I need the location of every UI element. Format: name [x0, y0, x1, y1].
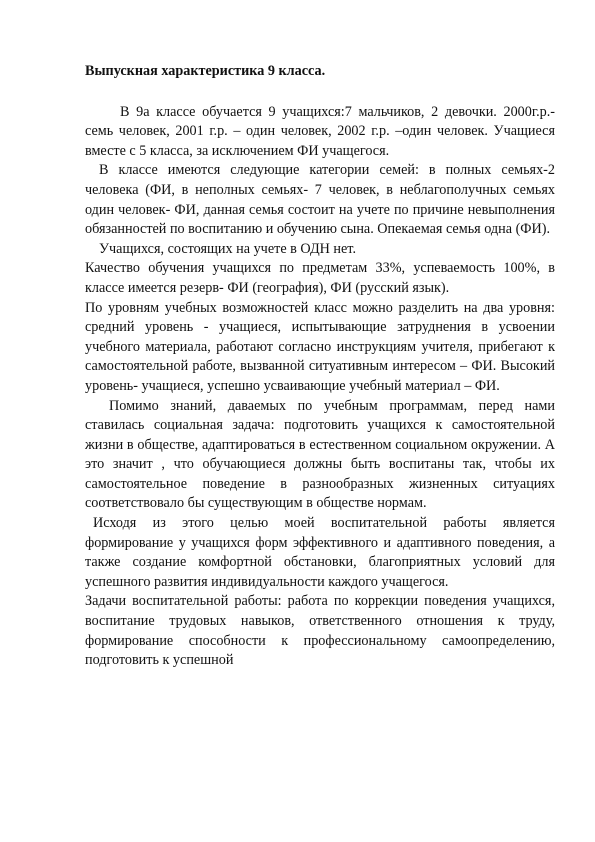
- paragraph-odn-registration: Учащихся, состоящих на учете в ОДН нет.: [99, 240, 356, 257]
- paragraph-educational-tasks: Задачи воспитательной работы: работа по коррекции поведения учащихся, воспитание трудовых навыков, ответственного отношения к труду, формирование способности к профессиональному самоопределению, подготовить к успешной: [85, 593, 555, 669]
- document-title: Выпускная характеристика 9 класса.: [85, 63, 326, 79]
- paragraph-family-categories: В классе имеются следующие категории семей: в полных семьях-2 человека (ФИ, в неполных семьях- 7 человек, в неблагополучных семьях один человек- ФИ, данная семья состоит на учете по причине невыполнения обязанностей по воспитанию и обучению сына. Опекаемая семья одна (ФИ).: [85, 162, 555, 238]
- paragraph-social-task: Помимо знаний, даваемых по учебным программам, перед нами ставилась социальная задача: подготовить учащихся к самостоятельной жизни в обществе, адаптироваться в естественном социальном окружении. А это значит , что обучающиеся должны быть воспитаны так, чтобы их самостоятельное поведение в разнообразных жизненных ситуациях соответствовало бы существующим в обществе нормам.: [85, 397, 555, 512]
- document-body: [85, 62, 555, 671]
- paragraph-class-composition: В 9а классе обучается 9 учащихся:7 мальчиков, 2 девочки. 2000г.р.- семь человек, 2001 г.р. – один человек, 2002 г.р. –один человек. Учащиеся вместе с 5 класса, за исключением ФИ учащегося.: [85, 103, 555, 159]
- paragraph-learning-quality: Качество обучения учащихся по предметам 33%, успеваемость 100%, в классе имеется резерв- ФИ (география), ФИ (русский язык).: [85, 260, 555, 296]
- paragraph-learning-levels: По уровням учебных возможностей класс можно разделить на два уровня: средний уровень - учащиеся, испытывающие затруднения в усвоении учебного материала, работают согласно инструкциям учителя, прибегают к самостоятельной работе, вызванной ситуативным интересом – ФИ. Высокий уровень- учащиеся, успешно усваивающие учебный материал – ФИ.: [85, 299, 555, 394]
- paragraph-educational-goal: Исходя из этого целью моей воспитательной работы является формирование у учащихся форм эффективного и адаптивного поведения, а также создание комфортной обстановки, благоприятных условий для успешного развития индивидуальности каждого учащегося.: [85, 515, 555, 590]
